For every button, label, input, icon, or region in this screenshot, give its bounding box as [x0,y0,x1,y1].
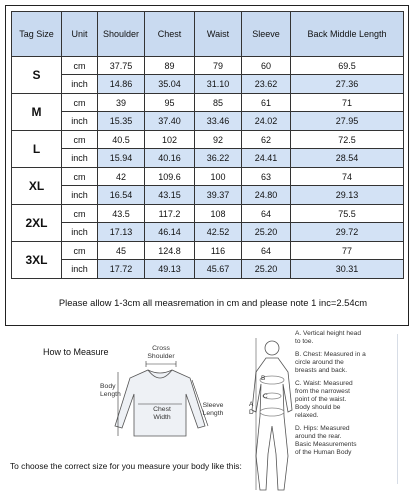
tag-size-cell: 2XL [12,205,62,242]
unit-cell: inch [62,223,98,242]
value-cell: 108 [195,205,242,223]
value-cell: 74 [291,168,404,186]
value-cell: 64 [242,242,291,260]
tag-size-cell: M [12,94,62,131]
cross-shoulder-label: Cross Shoulder [147,345,175,360]
value-cell: 62 [242,131,291,149]
value-cell: 43.15 [145,186,195,205]
value-cell: 24.41 [242,149,291,168]
measurement-note: Please allow 1-3cm all measremation in cm and please note 1 inc=2.54cm [58,297,368,308]
body-letter-c: C [263,393,268,400]
value-cell: 116 [195,242,242,260]
value-cell: 49.13 [145,260,195,279]
value-cell: 17.72 [98,260,145,279]
header-unit: Unit [62,12,98,57]
table-row [12,205,404,223]
value-cell: 92 [195,131,242,149]
table-row [12,260,404,279]
definition-item: C. Waist: Measured from the narrowest point of the waist. Body should be relaxed. [295,380,353,419]
table-header-row [12,12,404,57]
value-cell: 95 [145,94,195,112]
header-tag-size: Tag Size [12,12,62,57]
value-cell: 60 [242,57,291,75]
value-cell: 42 [98,168,145,186]
definition-item: D. Hips: Measured around the rear. Basic Measurements of the Human Body [295,425,357,456]
table-row [12,186,404,205]
value-cell: 46.14 [145,223,195,242]
value-cell: 35.04 [145,75,195,94]
body-letter-b: B [261,375,266,382]
value-cell: 15.35 [98,112,145,131]
value-cell: 40.5 [98,131,145,149]
value-cell: 29.13 [291,186,404,205]
value-cell: 45.67 [195,260,242,279]
value-cell: 102 [145,131,195,149]
unit-cell: cm [62,94,98,112]
header-shoulder: Shoulder [98,12,145,57]
value-cell: 63 [242,168,291,186]
value-cell: 17.13 [98,223,145,242]
header-chest: Chest [145,12,195,57]
unit-cell: inch [62,112,98,131]
value-cell: 30.31 [291,260,404,279]
how-to-measure-title: How to Measure [43,347,109,357]
value-cell: 39 [98,94,145,112]
tag-size-cell: XL [12,168,62,205]
value-cell: 14.86 [98,75,145,94]
sleeve-length-label: Sleeve Length [202,402,224,417]
unit-cell: inch [62,75,98,94]
value-cell: 71 [291,94,404,112]
chest-width-label: Chest Width [153,406,171,421]
body-letter-a: A [249,401,254,408]
sweater-shape [115,370,205,436]
value-cell: 109.6 [145,168,195,186]
table-row [12,223,404,242]
size-chart-frame [5,5,409,326]
value-cell: 24.02 [242,112,291,131]
value-cell: 28.54 [291,149,404,168]
choose-size-text: To choose the correct size for you measure your body like this: [10,461,242,471]
value-cell: 24.80 [242,186,291,205]
header-back-length: Back Middle Length [291,12,404,57]
measurement-definitions [295,330,413,462]
unit-cell: cm [62,168,98,186]
body-length-label: Body Length [100,383,121,398]
table-row [12,94,404,112]
tag-size-cell: 3XL [12,242,62,279]
unit-cell: cm [62,57,98,75]
value-cell: 29.72 [291,223,404,242]
value-cell: 72.5 [291,131,404,149]
value-cell: 69.5 [291,57,404,75]
value-cell: 23.62 [242,75,291,94]
tag-size-cell: L [12,131,62,168]
value-cell: 100 [195,168,242,186]
unit-cell: cm [62,131,98,149]
table-row [12,57,404,75]
value-cell: 61 [242,94,291,112]
header-waist: Waist [195,12,242,57]
value-cell: 40.16 [145,149,195,168]
value-cell: 85 [195,94,242,112]
value-cell: 36.22 [195,149,242,168]
body-figure [252,341,292,490]
value-cell: 27.95 [291,112,404,131]
table-row [12,131,404,149]
table-row [12,149,404,168]
value-cell: 25.20 [242,223,291,242]
unit-cell: inch [62,149,98,168]
unit-cell: cm [62,242,98,260]
value-cell: 42.52 [195,223,242,242]
definition-item: A. Vertical height head to toe. [295,330,361,345]
measure-guide [0,328,417,500]
table-row [12,75,404,94]
unit-cell: inch [62,186,98,205]
value-cell: 64 [242,205,291,223]
unit-cell: inch [62,260,98,279]
value-cell: 39.37 [195,186,242,205]
size-table [11,11,404,279]
value-cell: 45 [98,242,145,260]
value-cell: 25.20 [242,260,291,279]
body-letter-d: D [249,409,254,416]
divider [397,334,398,484]
value-cell: 16.54 [98,186,145,205]
value-cell: 31.10 [195,75,242,94]
value-cell: 75.5 [291,205,404,223]
value-cell: 37.40 [145,112,195,131]
tag-size-cell: S [12,57,62,94]
value-cell: 77 [291,242,404,260]
value-cell: 117.2 [145,205,195,223]
value-cell: 124.8 [145,242,195,260]
unit-cell: cm [62,205,98,223]
value-cell: 79 [195,57,242,75]
table-row [12,112,404,131]
value-cell: 37.75 [98,57,145,75]
value-cell: 33.46 [195,112,242,131]
table-row [12,168,404,186]
value-cell: 43.5 [98,205,145,223]
header-sleeve: Sleeve [242,12,291,57]
value-cell: 27.36 [291,75,404,94]
value-cell: 89 [145,57,195,75]
table-row [12,242,404,260]
definition-item: B. Chest: Measured in a circle around the breasts and back. [295,351,366,374]
value-cell: 15.94 [98,149,145,168]
